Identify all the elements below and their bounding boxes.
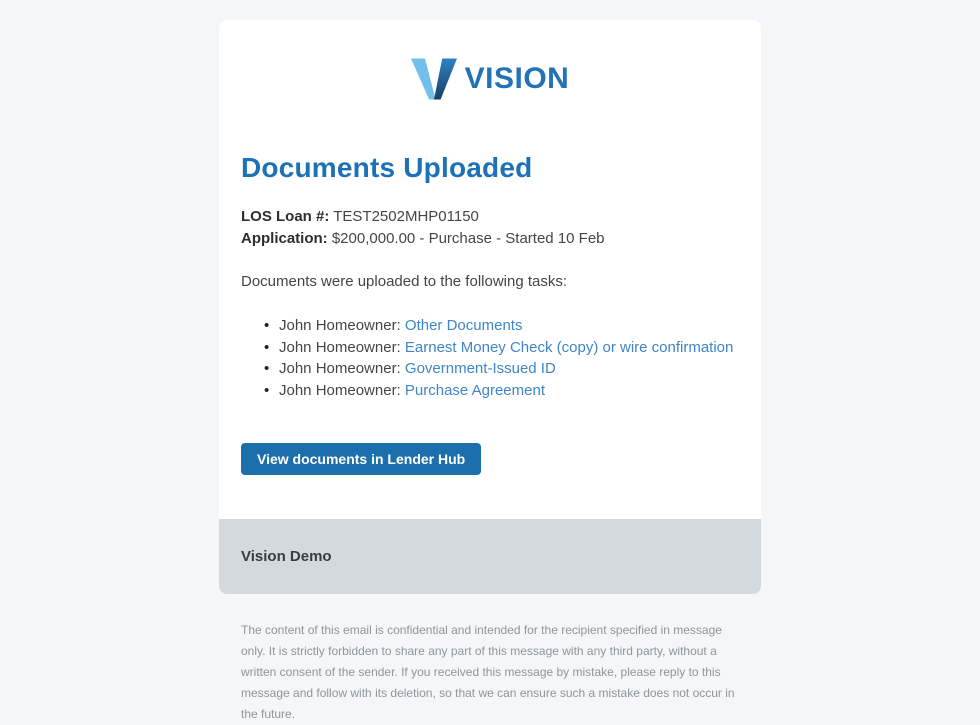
disclaimer-text: The content of this email is confidential and intended for the recipient specified in message only. It is strictly forbidden to share any part of this message with any third party, without a written consent of the sender. If you received this message by mistake, please reply to this message and follow with its deletion, so that we can ensure such a mistake does not occur in the future.	[241, 622, 735, 721]
task-person: John Homeowner:	[279, 382, 401, 400]
footer-band-title: Vision Demo	[241, 547, 332, 565]
email-body	[219, 20, 761, 519]
task-link-purchase-agreement[interactable]: Purchase Agreement	[404, 382, 545, 400]
page-title: Documents Uploaded	[241, 152, 533, 183]
email-card	[219, 20, 761, 594]
los-loan-label: LOS Loan #:	[241, 208, 330, 225]
intro-text: Documents were uploaded to the following tasks:	[241, 273, 568, 290]
task-list-item	[279, 315, 739, 337]
disclaimer-section	[219, 594, 761, 725]
loan-summary	[241, 206, 739, 250]
task-person: John Homeowner:	[279, 360, 401, 378]
task-list-item	[279, 337, 739, 359]
application-line	[241, 228, 739, 250]
task-link-earnest-money-check[interactable]: Earnest Money Check (copy) or wire confirmation	[404, 338, 734, 356]
logo-row	[241, 44, 739, 106]
application-value: $200,000.00 - Purchase - Started 10 Feb	[331, 230, 605, 247]
task-list-item	[279, 358, 739, 380]
task-list-item	[279, 380, 739, 402]
view-documents-button[interactable]: View documents in Lender Hub	[241, 443, 481, 475]
task-link-government-issued-id[interactable]: Government-Issued ID	[404, 360, 556, 378]
application-label: Application:	[241, 230, 328, 247]
vision-v-icon	[411, 58, 457, 100]
vision-logo	[411, 58, 570, 100]
los-loan-value: TEST2502MHP01150	[333, 208, 479, 225]
task-person: John Homeowner:	[279, 317, 401, 334]
footer-band	[219, 519, 761, 594]
vision-wordmark: VISION	[464, 62, 570, 95]
task-person: John Homeowner:	[279, 338, 401, 356]
los-loan-line	[241, 206, 739, 228]
task-link-other-documents[interactable]: Other Documents	[404, 317, 523, 334]
task-list	[241, 315, 739, 402]
